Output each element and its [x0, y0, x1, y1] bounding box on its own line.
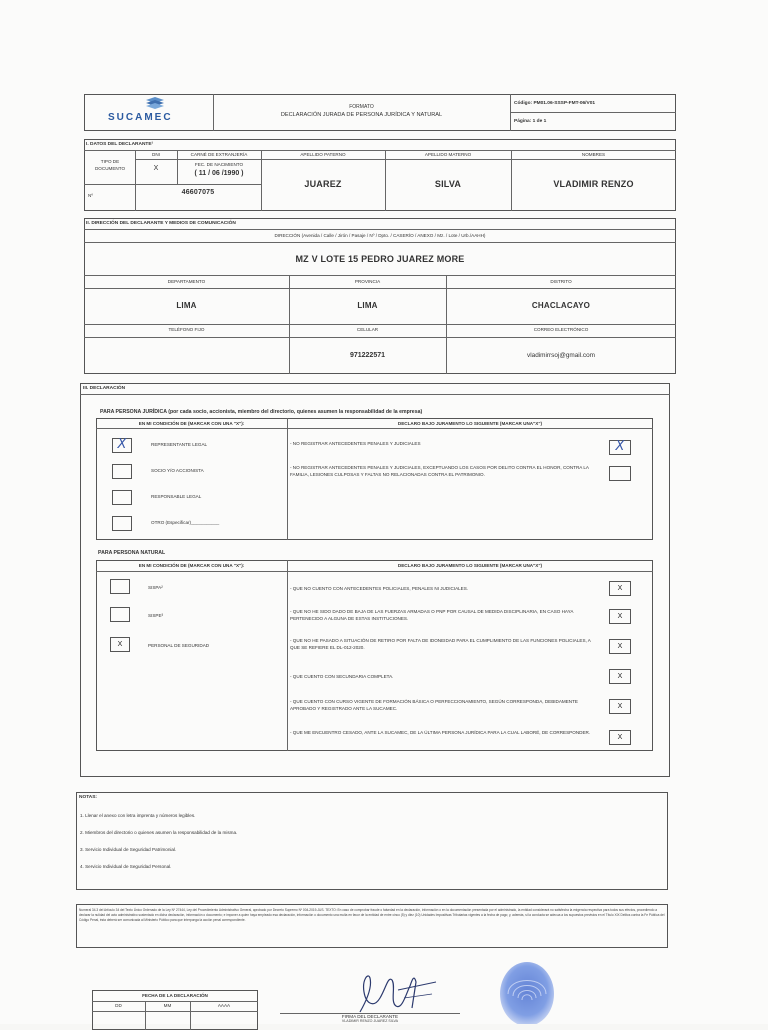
checkbox-personal-seguridad[interactable]: X — [110, 637, 130, 652]
juridica-decl-header: DECLARO BAJO JURAMENTO LO SIGUIENTE (MARCAR UNA"X") — [397, 421, 543, 426]
apellido-materno: SILVA — [434, 179, 462, 189]
note-1: 1. Llenar el anexo con letra imprenta y números legibles. — [80, 813, 196, 818]
celular-value: 971222571 — [349, 352, 386, 359]
checkbox-otro[interactable] — [112, 516, 132, 531]
logo-text: SUCAMEC — [108, 112, 173, 123]
nombres: VLADIMIR RENZO — [553, 179, 634, 189]
natural-title: PARA PERSONA NATURAL — [98, 550, 166, 556]
form-title: DECLARACIÓN JURADA DE PERSONA JURÍDICA Y NATURAL — [280, 112, 443, 118]
celular-label: CELULAR — [356, 327, 379, 332]
provincia-value: LIMA — [357, 301, 378, 310]
checkbox-juridica-decl-2[interactable] — [609, 466, 631, 481]
fec-nac-label: FEC. DE NACIMIENTO — [194, 162, 244, 167]
col-carne-label: CARNÉ DE EXTRANJERÍA — [190, 152, 248, 157]
cond-representante-legal: REPRESENTANTE LEGAL — [151, 442, 208, 447]
col-dni-label: DNI — [152, 152, 160, 157]
checkbox-responsable-legal[interactable] — [112, 490, 132, 505]
juridica-cond-header: EN MI CONDICIÓN DE (MARCAR CON UNA "X"): — [138, 421, 245, 426]
signature-name: VLADIMIR RENZO JUAREZ SILVA — [341, 1019, 399, 1023]
natural-decl-4: - QUE CUENTO CON SECUNDARIA COMPLETA. — [290, 674, 394, 679]
checkbox-sispa[interactable] — [110, 579, 130, 594]
notes-title: NOTAS: — [79, 795, 98, 800]
cond-responsable-legal: RESPONSABLE LEGAL — [151, 494, 202, 499]
natural-decl-header: DECLARO BAJO JURAMENTO LO SIGUIENTE (MARCAR UNA"X") — [397, 563, 543, 568]
correo-value: vladimirrsoj@gmail.com — [527, 352, 595, 359]
natural-decl-5: - QUE CUENTO CON CURSO VIGENTE DE FORMACIÓN BÁSICA O PERFECCIONAMIENTO, SEGÚN CORRESPONDA, DEBIDAMENTE APROBADO Y REGISTRADO ANTE LA SUCAMEC. — [290, 699, 578, 711]
legal-text: Numeral 34.3 del Artículo 34 del Texto Único Ordenado de la Ley Nº 27444, Ley del Procedimiento Administrativo General, aprobado por Decreto Supremo Nº 004-2019-JUS. TEXTO: En caso de comprobar fraude o falsedad en la declaración, información o en la documentación presentada por el administrado, la entidad considerará no satisfecha la exigencia respectiva para todos sus efectos, procediendo a declarar la nulidad del acto administrativo sustentado en dicha declaración, información o documento; e imponer a quien haya empleado esa declaración, información o documento una multa en favor de la entidad de entre cinco (5) y diez (10) Unidades Impositivas Tributarias vigentes a la fecha de pago; y, además, si la conducta se adecua a los supuestos previstos en el Título XIX Delitos contra la Fe Pública del Código Penal, ésta deberá ser comunicada al Ministerio Público para que interponga la acción penal correspondiente. — [79, 908, 665, 922]
note-4: 4. Servicio Individual de Seguridad Personal. — [80, 864, 172, 869]
checkbox-representante-legal[interactable]: X — [112, 438, 132, 453]
cond-sispe: SISPE³ — [148, 613, 164, 618]
section1-title: I. DATOS DEL DECLARANTE¹ — [86, 142, 154, 147]
direccion-value: MZ V LOTE 15 PEDRO JUAREZ MORE — [295, 254, 465, 264]
date-aaaa-label: AAAA — [217, 1003, 231, 1008]
departamento-value: LIMA — [176, 301, 197, 310]
col-nombres-label: NOMBRES — [581, 152, 606, 157]
telefono-label: TELÉFONO FIJO — [168, 327, 205, 332]
handwritten-signature-icon — [340, 968, 450, 1018]
cond-personal-seguridad: PERSONAL DE SEGURIDAD — [148, 643, 210, 648]
section3-title: III. DECLARACIÓN — [83, 386, 126, 391]
checkbox-natural-decl-3[interactable]: X — [609, 639, 631, 654]
note-3: 3. Servicio Individual de Seguridad Patrimonial. — [80, 847, 177, 852]
cond-sispa: SISPA² — [148, 585, 163, 590]
apellido-paterno: JUAREZ — [304, 179, 342, 189]
notes-box — [76, 792, 668, 890]
col-materno-label: APELLIDO MATERNO — [424, 152, 472, 157]
checkbox-juridica-decl-1[interactable]: X — [609, 440, 631, 455]
checkbox-socio-accionista[interactable] — [112, 464, 132, 479]
checkbox-natural-decl-5[interactable]: X — [609, 699, 631, 714]
sucamec-logo-icon — [138, 97, 172, 111]
juridica-decl-2: - NO REGISTRAR ANTECEDENTES PENALES Y JUDICIALES, EXCEPTUANDO LOS CASOS POR DELITO CONTRA EL HONOR, CONTRA LA FAMILIA, LESIONES CULPOSAS Y FALTAS NO RELACIONADAS CONTRA EL PATRIMONIO. — [290, 465, 589, 477]
signature-label: FIRMA DEL DECLARANTE — [341, 1014, 399, 1019]
distrito-label: DISTRITO — [550, 279, 572, 284]
page-number: Página: 1 de 1 — [514, 119, 547, 124]
cond-socio-accionista: SOCIO Y/O ACCIONISTA — [151, 468, 204, 473]
date-title: FECHA DE LA DECLARACIÓN — [142, 993, 208, 998]
dni-mark: X — [153, 165, 159, 172]
checkbox-natural-decl-2[interactable]: X — [609, 609, 631, 624]
distrito-value: CHACLACAYO — [531, 301, 591, 310]
checkbox-sispe[interactable] — [110, 607, 130, 622]
natural-cond-header: EN MI CONDICIÓN DE (MARCAR CON UNA "X"): — [138, 563, 245, 568]
date-dd-label: DD — [115, 1003, 122, 1008]
format-label: FORMATO — [349, 104, 374, 110]
natural-decl-2: - QUE NO HE SIDO DADO DE BAJA DE LAS FUERZAS ARMADAS O PNP POR CAUSAL DE MEDIDA DISCIPLINARIA, EN CASO HAYA PERTENECIDO A ALGUNA DE ESTAS INSTITUCIONES. — [290, 609, 574, 621]
juridica-title: PARA PERSONA JURÍDICA (por cada socio, accionista, miembro del directorio, quienes asumen la responsabilidad de la empresa) — [100, 409, 423, 415]
fingerprint-icon — [496, 958, 558, 1024]
checkbox-natural-decl-1[interactable]: X — [609, 581, 631, 596]
section2-title: II. DIRECCIÓN DEL DECLARANTE Y MEDIOS DE COMUNICACIÓN — [86, 221, 236, 226]
natural-decl-1: - QUE NO CUENTO CON ANTECEDENTES POLICIALES, PENALES NI JUDICIALES. — [290, 586, 469, 591]
checkbox-natural-decl-6[interactable]: X — [609, 730, 631, 745]
date-mm-label: MM — [163, 1003, 172, 1008]
doc-number: 46607075 — [181, 189, 215, 196]
natural-decl-3: - QUE NO HE PASADO A SITUACIÓN DE RETIRO POR FALTA DE IDONEIDAD PARA EL CUMPLIMIENTO DE LAS FUNCIONES POLICIALES, A QUE SE REFIERE EL DL-012-2020. — [290, 638, 591, 650]
direccion-label: DIRECCIÓN (Avenida / Calle / Jirón / Pasaje / Nº / Dpto. / CASERÍO / ANEXO / Mz. / Lote / Urb./AAHH) — [274, 233, 486, 238]
cond-otro: OTRO (Especificar)___________ — [151, 520, 220, 525]
checkbox-natural-decl-4[interactable]: X — [609, 669, 631, 684]
form-code: Código: PM01.06-SSSP-FMT-06/V01 — [514, 101, 596, 106]
tipo-documento-label: TIPO DE DOCUMENTO — [94, 159, 126, 171]
juridica-decl-1: - NO REGISTRAR ANTECEDENTES PENALES Y JUDICIALES — [290, 441, 421, 446]
note-2: 2. Miembros del directorio o quienes asumen la responsabilidad de la misma. — [80, 830, 238, 835]
natural-decl-6: - QUE ME ENCUENTRO CESADO, ANTE LA SUCAMEC, DE LA ÚLTIMA PERSONA JURÍDICA PARA LA CUAL LABORÉ, DE CORRESPONDER. — [290, 730, 591, 735]
col-paterno-label: APELLIDO PATERNO — [300, 152, 346, 157]
fec-nac-value: ( 11 / 06 /1990 ) — [194, 170, 244, 177]
doc-number-label: Nº — [88, 193, 93, 198]
correo-label: CORREO ELECTRÓNICO — [533, 327, 589, 332]
departamento-label: DEPARTAMENTO — [167, 279, 206, 284]
provincia-label: PROVINCIA — [354, 279, 381, 284]
